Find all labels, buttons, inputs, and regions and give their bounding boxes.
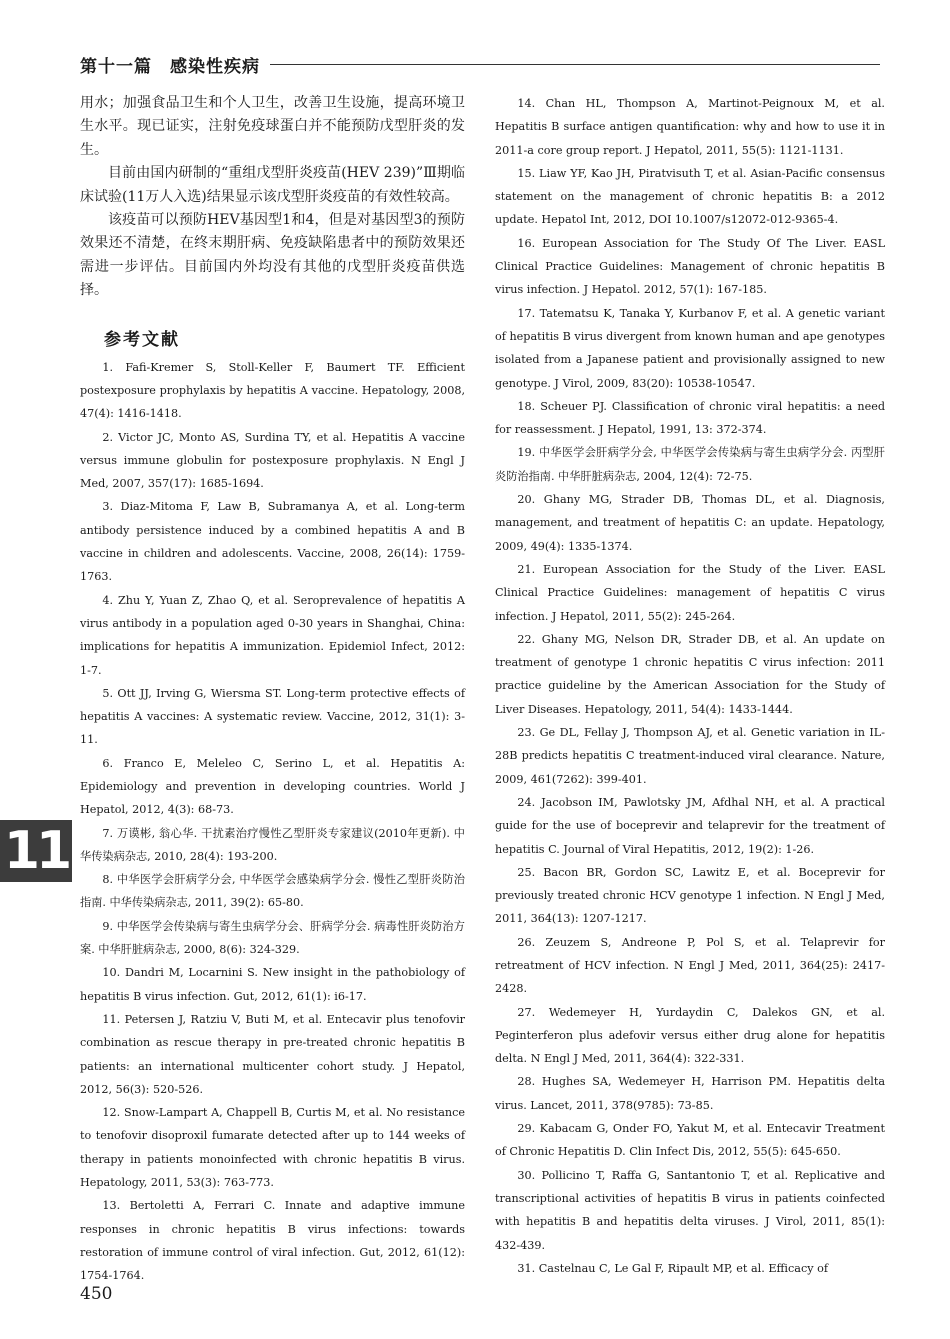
reference-item: 2. Victor JC, Monto AS, Surdina TY, et al. Hepatitis A vaccine versus immune globulin for postexposure prophylaxis. N Engl J Med, 2007, 357(17): 1685-1694. <box>80 430 465 491</box>
header-title: 第十一篇 感染性疾病 <box>80 56 260 77</box>
reference-item: 24. Jacobson IM, Pawlotsky JM, Afdhal NH, et al. A practical guide for the use of boceprevir and telaprevir for the treatment of hepatitis C. Journal of Viral Hepatitis, 2012, 19(2): 1-26. <box>495 795 885 856</box>
reference-item: 8. 中华医学会肝病学分会, 中华医学会感染病学分会. 慢性乙型肝炎防治指南. 中华传染病杂志, 2011, 39(2): 65-80. <box>80 873 465 910</box>
reference-item: 7. 万谟彬, 翁心华. 干扰素治疗慢性乙型肝炎专家建议(2010年更新). 中华传染病杂志, 2010, 28(4): 193-200. <box>80 826 465 863</box>
reference-item: 4. Zhu Y, Yuan Z, Zhao Q, et al. Seroprevalence of hepatitis A virus antibody in a population aged 0-30 years in Shanghai, China: implications for hepatitis A immunization. Epidemiol Infect, 2012: 1-7. <box>80 593 465 677</box>
body-paragraph: 目前由国内研制的“重组戊型肝炎疫苗(HEV 239)”Ⅲ期临床试验(11万人入选)结果显示该戊型肝炎疫苗的有效性较高。 <box>80 165 465 205</box>
left-column <box>80 92 465 1288</box>
reference-item: 1. Fafi-Kremer S, Stoll-Keller F, Baumert TF. Efficient postexposure prophylaxis by hepatitis A vaccine. Hepatology, 2008, 47(4): 1416-1418. <box>80 360 465 421</box>
reference-item: 19. 中华医学会肝病学分会, 中华医学会传染病与寄生虫病学分会. 丙型肝炎防治指南. 中华肝脏病杂志, 2004, 12(4): 72-75. <box>495 446 885 483</box>
reference-item: 30. Pollicino T, Raffa G, Santantonio T, et al. Replicative and transcriptional activities of hepatitis B virus in patients coinfected with hepatitis B and hepatitis delta viruses. J Virol, 2011, 85(1): 432-439. <box>495 1168 885 1252</box>
reference-list-left <box>80 356 465 1288</box>
reference-item: 18. Scheuer PJ. Classification of chronic viral hepatitis: a need for reassessment. J Hepatol, 1991, 13: 372-374. <box>495 399 885 437</box>
reference-item: 11. Petersen J, Ratziu V, Buti M, et al. Entecavir plus tenofovir combination as rescue therapy in pre-treated chronic hepatitis B patients: an international multicenter cohort study. J Hepatol, 2012, 56(3): 520-526. <box>80 1012 465 1096</box>
body-paragraph: 该疫苗可以预防HEV基因型1和4，但是对基因型3的预防效果还不清楚，在终末期肝病、免疫缺陷患者中的预防效果还需进一步评估。目前国内外均没有其他的戊型肝炎疫苗供选择。 <box>80 212 465 299</box>
reference-item: 20. Ghany MG, Strader DB, Thomas DL, et al. Diagnosis, management, and treatment of hepatitis C: an update. Hepatology, 2009, 49(4): 1335-1374. <box>495 493 885 553</box>
reference-item: 29. Kabacam G, Onder FO, Yakut M, et al. Entecavir Treatment of Chronic Hepatitis D. Clin Infect Dis, 2012, 55(5): 645-650. <box>495 1122 885 1159</box>
reference-item: 17. Tatematsu K, Tanaka Y, Kurbanov F, et al. A genetic variant of hepatitis B virus divergent from known human and ape genotypes isolated from a Japanese patient and provisionally assigned to new genotype. J Virol, 2009, 83(20): 10538-10547. <box>495 306 885 390</box>
chapter-number-tab: 11 <box>0 820 72 882</box>
reference-item: 26. Zeuzem S, Andreone P, Pol S, et al. Telaprevir for retreatment of HCV infection. N Engl J Med, 2011, 364(25): 2417-2428. <box>495 935 885 996</box>
reference-list-right <box>495 92 885 1280</box>
reference-item: 31. Castelnau C, Le Gal F, Ripault MP, et al. Efficacy of <box>517 1261 828 1275</box>
reference-item: 9. 中华医学会传染病与寄生虫病学分会、肝病学分会. 病毒性肝炎防治方案. 中华肝脏病杂志, 2000, 8(6): 324-329. <box>80 919 465 957</box>
reference-item: 13. Bertoletti A, Ferrari C. Innate and adaptive immune responses in chronic hepatitis B virus infections: towards restoration of immune control of viral infection. Gut, 2012, 61(12): 1754-1764. <box>80 1199 465 1283</box>
header-rule <box>270 64 880 65</box>
reference-item: 15. Liaw YF, Kao JH, Piratvisuth T, et al. Asian-Pacific consensus statement on the management of chronic hepatitis B: a 2012 update. Hepatol Int, 2012, DOI 10.1007/s12072-012-9365-4. <box>495 166 885 227</box>
reference-item: 27. Wedemeyer H, Yurdaydin C, Dalekos GN, et al. Peginterferon plus adefovir versus either drug alone for hepatitis delta. N Engl J Med, 2011, 364(4): 322-331. <box>495 1005 885 1066</box>
reference-item: 21. European Association for the Study of the Liver. EASL Clinical Practice Guidelines: management of hepatitis C virus infection. J Hepatol, 2011, 55(2): 245-264. <box>495 562 885 623</box>
reference-item: 22. Ghany MG, Nelson DR, Strader DB, et al. An update on treatment of genotype 1 chronic hepatitis C virus infection: 2011 practice guideline by the American Association for the Study of Liver Diseases. Hepatology, 2011, 54(4): 1433-1444. <box>495 632 885 716</box>
reference-item: 23. Ge DL, Fellay J, Thompson AJ, et al. Genetic variation in IL-28B predicts hepatitis C treatment-induced viral clearance. Nature, 2009, 461(7262): 399-401. <box>495 726 885 786</box>
running-header <box>80 50 880 78</box>
reference-item: 10. Dandri M, Locarnini S. New insight in the pathobiology of hepatitis B virus infection. Gut, 2012, 61(1): i6-17. <box>80 966 465 1003</box>
reference-item: 6. Franco E, Meleleo C, Serino L, et al. Hepatitis A: Epidemiology and prevention in developing countries. World J Hepatol, 2012, 4(3): 68-73. <box>80 756 465 817</box>
reference-item: 12. Snow-Lampart A, Chappell B, Curtis M, et al. No resistance to tenofovir disoproxil fumarate detected after up to 144 weeks of therapy in patients monoinfected with chronic hepatitis B virus. Hepatology, 2011, 53(3): 763-773. <box>80 1106 465 1190</box>
reference-item: 5. Ott JJ, Irving G, Wiersma ST. Long-term protective effects of hepatitis A vaccines: A systematic review. Vaccine, 2012, 31(1): 3-11. <box>80 686 465 747</box>
right-column <box>495 92 885 1280</box>
page-number: 450 <box>80 1284 113 1304</box>
reference-item: 25. Bacon BR, Gordon SC, Lawitz E, et al. Boceprevir for previously treated chronic HCV genotype 1 infection. N Engl J Med, 2011, 364(13): 1207-1217. <box>495 865 885 926</box>
reference-item: 28. Hughes SA, Wedemeyer H, Harrison PM. Hepatitis delta virus. Lancet, 2011, 378(9785): 73-85. <box>495 1075 885 1112</box>
references-heading: 参考文献 <box>104 329 180 350</box>
reference-item: 14. Chan HL, Thompson A, Martinot-Peignoux M, et al. Hepatitis B surface antigen quantification: why and how to use it in 2011-a core group report. J Hepatol, 2011, 55(5): 1121-1131. <box>495 97 885 157</box>
reference-item: 3. Diaz-Mitoma F, Law B, Subramanya A, et al. Long-term antibody persistence induced by a combined hepatitis A and B vaccine in children and adolescents. Vaccine, 2008, 26(14): 1759-1763. <box>80 500 465 584</box>
reference-item: 16. European Association for The Study Of The Liver. EASL Clinical Practice Guidelines: Management of chronic hepatitis B virus infection. J Hepatol. 2012, 57(1): 167-185. <box>495 236 885 297</box>
body-paragraph: 用水；加强食品卫生和个人卫生，改善卫生设施，提高环境卫生水平。现已证实，注射免疫球蛋白并不能预防戊型肝炎的发生。 <box>80 95 465 158</box>
